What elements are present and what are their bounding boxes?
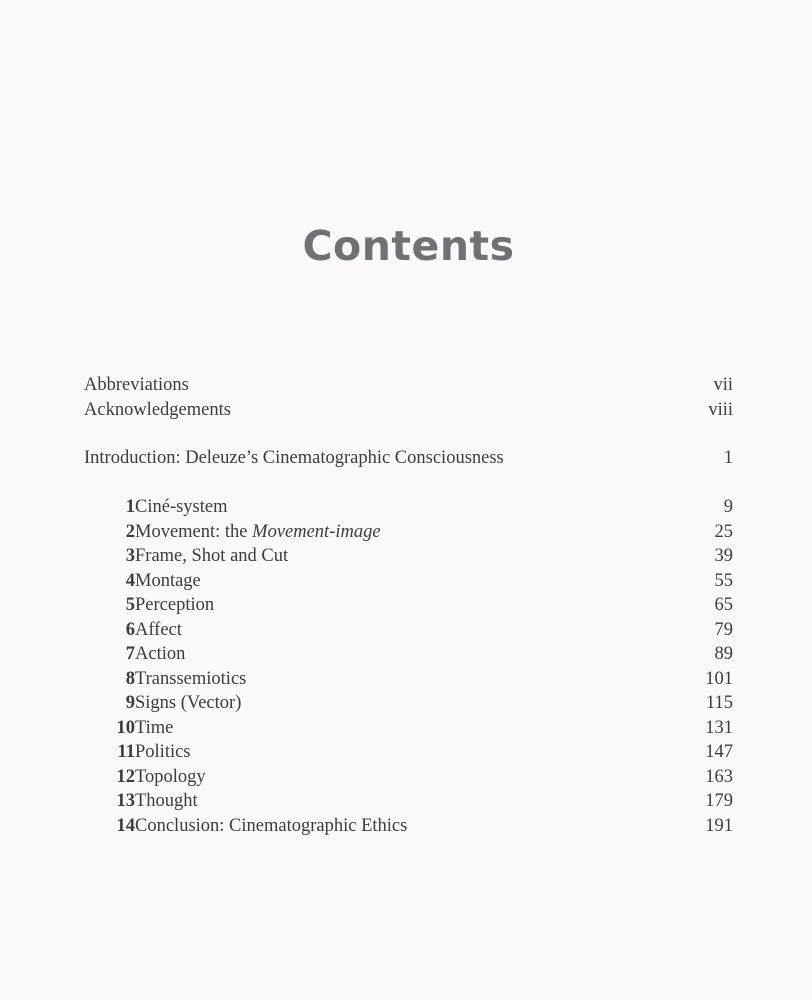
- chapter-title: Conclusion: Cinematographic Ethics: [135, 815, 408, 836]
- chapter-number: 12: [116, 766, 135, 787]
- toc-chapter-row[interactable]: [84, 814, 733, 839]
- chapter-title: Frame, Shot and Cut: [135, 546, 289, 566]
- toc-entry-label: Introduction: Deleuze’s Cinematographic Consciousness: [84, 448, 504, 468]
- chapter-page: 179: [705, 791, 733, 811]
- toc-entry-page: viii: [708, 399, 733, 420]
- chapter-title: Transsemiotics: [135, 668, 247, 689]
- chapter-title: Topology: [135, 766, 206, 787]
- chapter-title: Signs (Vector): [135, 693, 242, 713]
- chapter-number: 11: [117, 742, 135, 762]
- front-matter-list: [84, 373, 733, 422]
- chapter-title: Affect: [135, 619, 182, 640]
- chapter-number: 7: [125, 644, 135, 664]
- toc-entry-label: Acknowledgements: [84, 399, 231, 420]
- chapter-page: 55: [714, 570, 733, 591]
- chapter-page: 101: [705, 668, 733, 689]
- chapter-number: 4: [125, 570, 135, 591]
- chapter-number: 3: [125, 546, 135, 566]
- chapter-number: 6: [125, 619, 135, 640]
- toc-chapter-row[interactable]: [84, 495, 733, 520]
- chapter-page: 131: [705, 717, 733, 738]
- chapter-page: 115: [705, 693, 733, 713]
- toc-chapter-row[interactable]: [84, 642, 733, 667]
- chapter-number: 9: [125, 693, 135, 713]
- toc-entry-page: vii: [713, 375, 733, 395]
- chapter-page: 79: [714, 619, 733, 640]
- chapter-title: Politics: [135, 742, 191, 762]
- toc-entry-page: 1: [723, 448, 733, 468]
- chapter-title: Action: [135, 644, 186, 664]
- chapter-page: 65: [714, 595, 733, 615]
- chapter-title: Perception: [135, 595, 215, 615]
- toc-chapter-row[interactable]: [84, 740, 733, 765]
- chapter-number: 8: [125, 668, 135, 689]
- chapter-title: Time: [135, 717, 174, 738]
- page-title: Contents: [302, 222, 515, 270]
- chapter-number: 10: [116, 717, 135, 738]
- chapter-page: 25: [714, 521, 733, 542]
- chapter-number: 14: [116, 815, 135, 836]
- chapter-title: Thought: [135, 791, 198, 811]
- chapter-list: [84, 495, 733, 838]
- chapter-title: Movement: the Movement-image: [135, 521, 381, 542]
- toc-chapter-row[interactable]: [84, 593, 733, 618]
- toc-chapter-row[interactable]: [84, 569, 733, 594]
- introduction-entry-block: [84, 446, 733, 471]
- toc-chapter-row[interactable]: [84, 618, 733, 643]
- toc-entry-introduction[interactable]: [84, 446, 733, 471]
- chapter-number: 2: [125, 521, 135, 542]
- chapter-title: Ciné-system: [135, 497, 228, 517]
- chapter-page: 163: [705, 766, 733, 787]
- toc-chapter-row[interactable]: [84, 765, 733, 790]
- chapter-page: 39: [714, 546, 733, 566]
- chapter-page: 147: [705, 742, 733, 762]
- chapter-number: 5: [125, 595, 135, 615]
- toc-chapter-row[interactable]: [84, 544, 733, 569]
- chapter-title: Montage: [135, 570, 201, 591]
- toc-chapter-row[interactable]: [84, 716, 733, 741]
- chapter-page: 9: [723, 497, 733, 517]
- toc-chapter-row[interactable]: [84, 667, 733, 692]
- toc-entry-label: Abbreviations: [84, 375, 189, 395]
- chapter-number: 1: [125, 497, 135, 517]
- toc-entry-acknowledgements[interactable]: [84, 398, 733, 423]
- toc-entry-abbreviations[interactable]: [84, 373, 733, 398]
- chapter-title-italic: Movement-image: [252, 521, 381, 542]
- chapter-number: 13: [116, 791, 135, 811]
- chapter-page: 191: [705, 815, 733, 836]
- toc-chapter-row[interactable]: [84, 691, 733, 716]
- chapter-page: 89: [714, 644, 733, 664]
- toc-chapter-row[interactable]: [84, 520, 733, 545]
- toc-chapter-row[interactable]: [84, 789, 733, 814]
